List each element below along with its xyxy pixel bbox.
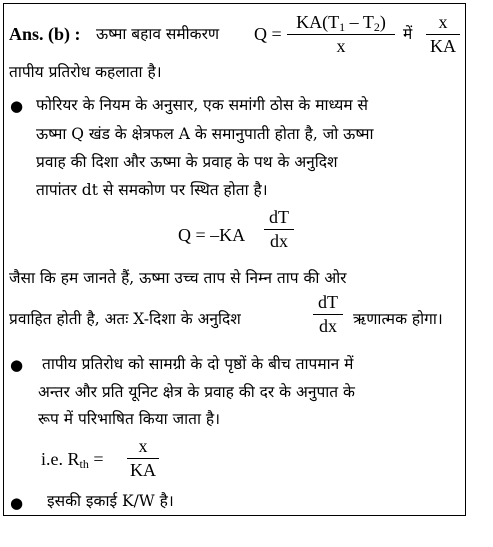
para-fraction-denominator: dx — [319, 316, 337, 336]
eq-lhs: Q = — [254, 24, 282, 44]
point1-line2: ऊष्मा Q खंड के क्षेत्रफल A के समानुपाती होता है, जो ऊष्मा — [36, 125, 374, 143]
intro-text: ऊष्मा बहाव समीकरण — [96, 25, 220, 43]
fourier-eq-denominator: dx — [270, 231, 288, 251]
resistance-numerator: x — [438, 12, 448, 32]
point2-line3: रूप में परिभाषित किया जाता है। — [38, 410, 221, 428]
answer-line2: तापीय प्रतिरोध कहलाता है। — [9, 63, 162, 81]
ie-prefix: i.e. $R_{th}$ = — [41, 449, 104, 471]
heat-eq-numerator: $KA(T_1 - T_2)$ — [296, 12, 386, 34]
point2-line1: तापीय प्रतिरोध को सामग्री के दो पृष्ठों के बीच तापमान में — [42, 355, 354, 373]
point3-text: इसकी इकाई K/W है। — [47, 492, 174, 510]
answer-prefix: Ans. (b) : — [9, 24, 81, 44]
para-fraction — [313, 292, 343, 336]
resistance-fraction — [426, 12, 460, 56]
bullet-3: ● — [10, 494, 24, 512]
heat-eq-denominator: x — [336, 36, 346, 56]
fourier-eq-lhs: Q = –KA — [178, 225, 246, 245]
para-line2a: प्रवाहित होती है, अतः X-दिशा के अनुदिश — [9, 310, 241, 328]
para-line1: जैसा कि हम जानते हैं, ऊष्मा उच्च ताप से निम्न ताप की ओर — [9, 269, 347, 287]
point1-line1: फोरियर के नियम के अनुसार, एक समांगी ठोस के माध्यम से — [36, 96, 369, 114]
para-fraction-numerator: dT — [318, 292, 338, 312]
resistance-denominator: KA — [430, 36, 456, 56]
para-line2b: ऋणात्मक होगा। — [353, 310, 443, 328]
fourier-eq-fraction — [264, 207, 294, 251]
point1-line4: तापांतर dt से समकोण पर स्थित होता है। — [36, 181, 268, 199]
ie-numerator: x — [138, 436, 148, 456]
heat-eq-fraction — [287, 12, 395, 56]
fourier-eq-numerator: dT — [269, 207, 289, 227]
bullet-1: ● — [10, 97, 24, 115]
point2-line2: अन्तर और प्रति यूनिट क्षेत्र के प्रवाह की दर के अनुपात के — [38, 383, 355, 401]
ie-denominator: KA — [130, 460, 156, 480]
bullet-2: ● — [10, 356, 24, 374]
ie-fraction — [127, 436, 159, 480]
point1-line3: प्रवाह की दिशा और ऊष्मा के प्रवाह के पथ के अनुदिश — [36, 153, 338, 171]
in-word: में — [403, 25, 413, 43]
